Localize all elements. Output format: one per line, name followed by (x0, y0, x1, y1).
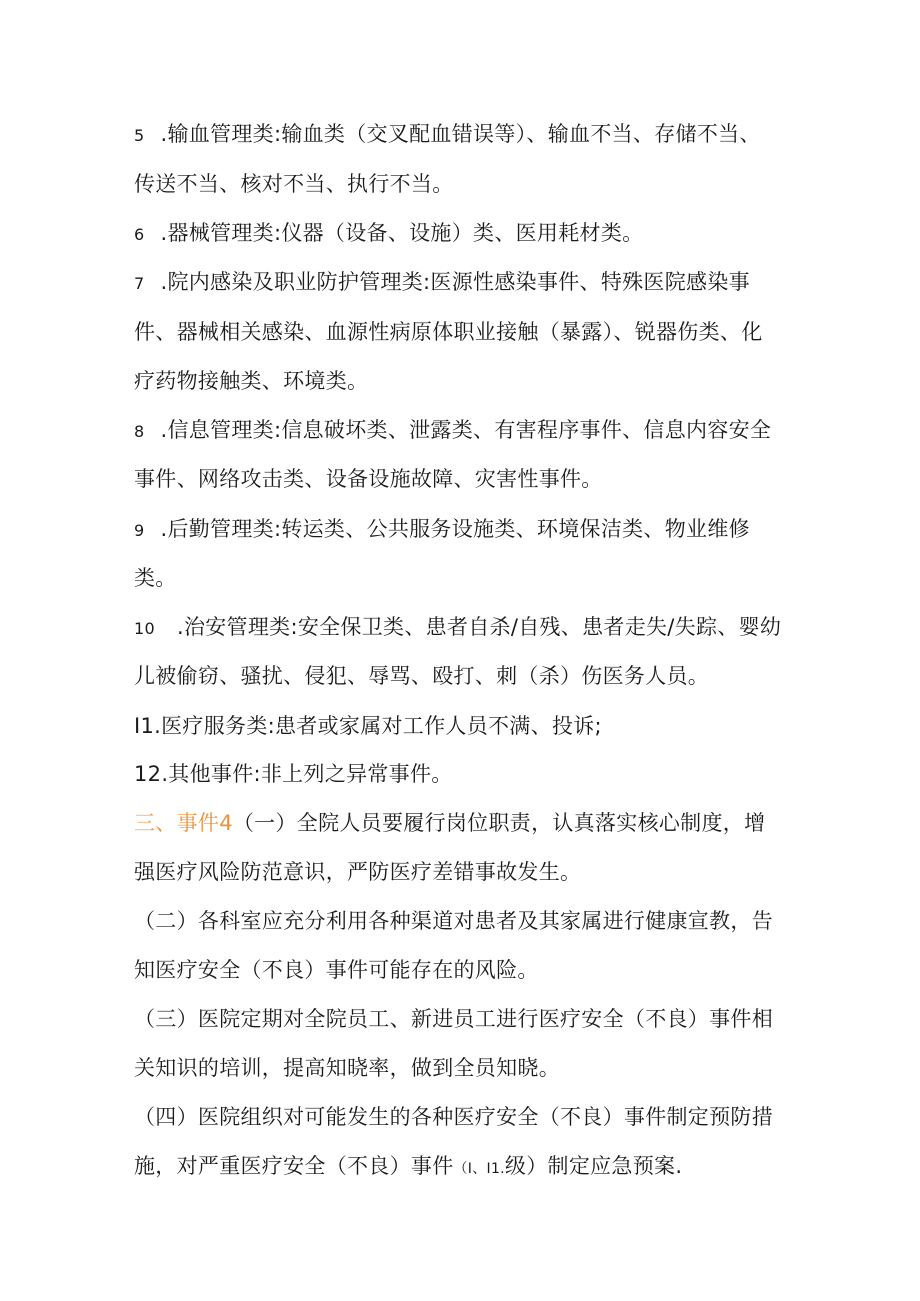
item-text: 12.其他事件:非上列之异常事件。 (134, 762, 453, 786)
item-5-line-2 (134, 169, 794, 199)
item-8-line-1 (134, 415, 794, 447)
section-3-line-1 (134, 808, 794, 838)
item-text: 件、器械相关感染、血源性病原体职业接触（暴露）、锐器伤类、化 (134, 320, 763, 344)
section-text: （四）医院组织对可能发生的各种医疗安全（不良）事件制定预防措 (134, 1105, 773, 1129)
grade-label: （I、I1. (453, 1161, 505, 1177)
section-text: 施，对严重医疗安全（不良）事件 (134, 1154, 454, 1178)
section-text: （二）各科室应充分利用各种渠道对患者及其家属进行健康宣教，告 (134, 909, 773, 933)
section-3-para-2-line-2 (134, 955, 794, 985)
item-text: 传送不当、核对不当、执行不当。 (134, 172, 454, 196)
item-number: 8 (134, 422, 145, 441)
item-text: .输血管理类:输血类（交叉配血错误等）、输血不当、存储不当、 (160, 122, 761, 146)
section-3-para-4-line-1 (134, 1102, 794, 1132)
item-text: 类。 (134, 566, 177, 590)
item-8-line-2 (134, 464, 794, 494)
section-3-para-3-line-2 (134, 1053, 794, 1083)
item-6-line-1 (134, 218, 794, 250)
item-text: 疗药物接触类、环境类。 (134, 369, 369, 393)
section-text: 关知识的培训，提高知晓率，做到全员知晓。 (134, 1056, 560, 1080)
section-text: 知医疗安全（不良）事件可能存在的风险。 (134, 958, 539, 982)
item-10-line-2 (134, 661, 794, 691)
section-text: 强医疗风险防范意识，严防医疗差错事故发生。 (134, 860, 582, 884)
section-3-para-2-line-1 (134, 906, 794, 936)
item-10-line-1 (134, 612, 794, 644)
section-text: 级）制定应急预案. (504, 1154, 683, 1178)
section-heading: 三、事件4 (134, 811, 233, 835)
item-12-line (134, 759, 794, 789)
section-text: （三）医院定期对全院员工、新进员工进行医疗安全（不良）事件相 (134, 1007, 773, 1031)
item-11-line (134, 711, 794, 741)
item-text: 事件、网络攻击类、设备设施故障、灾害性事件。 (134, 467, 603, 491)
item-text: .后勤管理类:转运类、公共服务设施类、环境保洁类、物业维修 (160, 517, 750, 541)
section-3-para-3-line-1 (134, 1004, 794, 1034)
item-text: .院内感染及职业防护管理类:医源性感染事件、特殊医院感染事 (160, 270, 750, 294)
item-7-line-3 (134, 366, 794, 396)
section-text: （一）全院人员要履行岗位职责，认真落实核心制度，增 (232, 811, 766, 835)
item-number: 9 (134, 521, 145, 540)
item-7-line-1 (134, 267, 794, 299)
item-9-line-1 (134, 514, 794, 546)
item-9-line-2 (134, 563, 794, 593)
item-number: 5 (134, 126, 145, 145)
item-text: .器械管理类:仪器（设备、设施）类、医用耗材类。 (160, 221, 644, 245)
item-7-line-2 (134, 317, 794, 347)
item-text: I1.医疗服务类:患者或家属对工作人员不满、投诉; (134, 714, 602, 738)
item-number: 10 (134, 619, 155, 638)
item-text: 儿被偷窃、骚扰、侵犯、辱骂、殴打、刺（杀）伤医务人员。 (134, 664, 710, 688)
item-text: .治安管理类:安全保卫类、患者自杀/自残、患者走失/失踪、婴幼 (176, 615, 782, 639)
item-5-line-1 (134, 119, 794, 151)
item-text: .信息管理类:信息破坏类、泄露类、有害程序事件、信息内容安全 (160, 418, 772, 442)
section-3-line-2 (134, 857, 794, 887)
item-number: 6 (134, 225, 145, 244)
section-3-para-4-line-2 (134, 1151, 794, 1184)
item-number: 7 (134, 274, 145, 293)
